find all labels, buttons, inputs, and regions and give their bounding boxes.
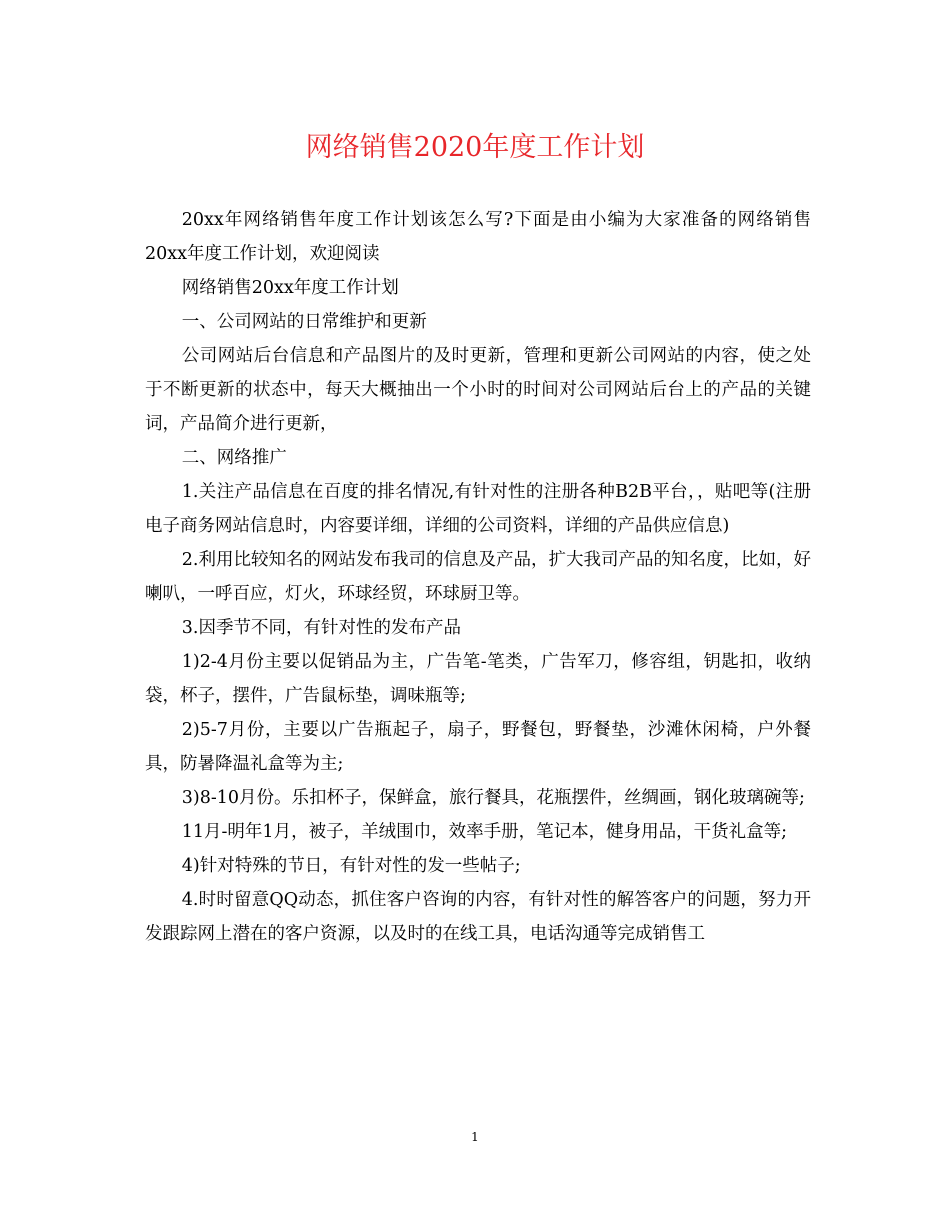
page-number: 1: [471, 1130, 479, 1144]
paragraph-subitem-3: 3)8-10月份。乐扣杯子，保鲜盒，旅行餐具，花瓶摆件，丝绸画，钢化玻璃碗等;: [181, 788, 805, 808]
paragraph-subitem-winter: 11月-明年1月，被子，羊绒围巾，效率手册，笔记本，健身用品，干货礼盒等;: [181, 822, 787, 842]
paragraph-item-3: 3.因季节不同，有针对性的发布产品: [181, 618, 461, 638]
paragraph-item-2: 2.利用比较知名的网站发布我司的信息及产品，扩大我司产品的知名度，比如，好喇叭，一呼百应，灯火，环球经贸，环球厨卫等。: [145, 550, 811, 604]
document-body: [145, 203, 811, 951]
paragraph-subitem-1: 1)2-4月份主要以促销品为主，广告笔-笔类，广告军刀，修容组，钥匙扣，收纳袋，杯子，摆件，广告鼠标垫，调味瓶等;: [145, 652, 811, 706]
paragraph-intro: 20xx年网络销售年度工作计划该怎么写?下面是由小编为大家准备的网络销售20xx年度工作计划，欢迎阅读: [145, 210, 811, 264]
paragraph-website-update: 公司网站后台信息和产品图片的及时更新，管理和更新公司网站的内容，使之处于不断更新的状态中，每天大概抽出一个小时的时间对公司网站后台上的产品的关键词，产品简介进行更新，: [145, 346, 811, 434]
section-heading-network-promotion: 二、网络推广: [181, 448, 287, 468]
paragraph-item-4: 4.时时留意QQ动态，抓住客户咨询的内容，有针对性的解答客户的问题，努力开发跟踪网上潜在的客户资源，以及时的在线工具，电话沟通等完成销售工: [145, 890, 811, 944]
section-heading-website-maintenance: 一、公司网站的日常维护和更新: [181, 312, 427, 332]
paragraph-subitem-4: 4)针对特殊的节日，有针对性的发一些帖子;: [181, 856, 521, 876]
document-title: 网络销售2020年度工作计划: [305, 132, 645, 163]
paragraph-subitem-2: 2)5-7月份，主要以广告瓶起子，扇子，野餐包，野餐垫，沙滩休闲椅，户外餐具，防暑降温礼盒等为主;: [145, 720, 811, 774]
paragraph-item-1: 1.关注产品信息在百度的排名情况,有针对性的注册各种B2B平台，，贴吧等(注册电子商务网站信息时，内容要详细，详细的公司资料，详细的产品供应信息): [145, 482, 811, 536]
paragraph-subtitle: 网络销售20xx年度工作计划: [181, 278, 399, 298]
